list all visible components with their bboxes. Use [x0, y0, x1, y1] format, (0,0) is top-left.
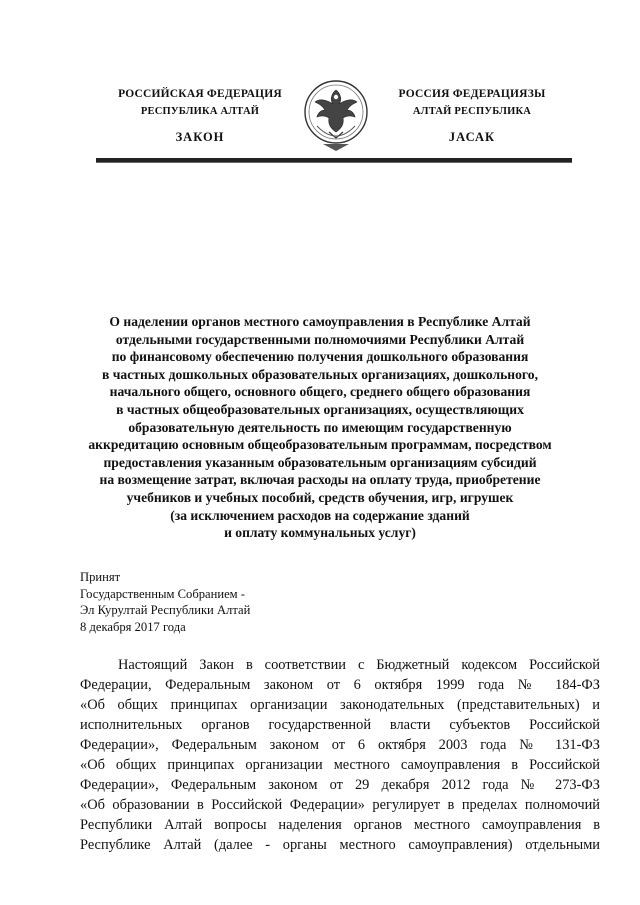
adoption-block	[80, 569, 250, 635]
header-right-republic: АЛТАЙ РЕСПУБЛИКА	[412, 106, 532, 117]
title-line: аккредитацию основным общеобразовательным программам, посредством	[88, 437, 552, 453]
document-header	[0, 0, 640, 170]
title-line: учебников и учебных пособий, средств обучения, игр, игрушек	[126, 489, 514, 505]
title-line: в частных общеобразовательных организациях, осуществляющих	[116, 401, 524, 417]
title-line: О наделении органов местного самоуправления в Республике Алтай	[109, 314, 531, 329]
title-line: образовательную деятельность по имеющим государственную	[128, 419, 512, 435]
body-line: Настоящий Закон в соответствии с Бюджетный кодексом Российской	[118, 657, 600, 673]
altai-republic-coat-of-arms-icon	[303, 76, 369, 152]
title-line: начального общего, основного общего, среднего общего образования	[109, 384, 531, 400]
law-title	[60, 313, 580, 542]
adopted-date: 8 декабря 2017 года	[80, 619, 186, 634]
title-line: по финансовому обеспечению получения дошкольного образования	[111, 349, 529, 365]
body-line: Республики Алтай вопросы наделения органов местного самоуправления в	[80, 817, 600, 833]
title-line: и оплату коммунальных услуг)	[224, 525, 416, 541]
body-line: «Об общих принципах организации местного самоуправления в Российской	[80, 757, 600, 773]
body-line: Республике Алтай (далее - органы местного самоуправления) отдельными	[80, 837, 600, 853]
title-line: (за исключением расходов на содержание зданий	[170, 507, 470, 523]
header-left-doc-type: ЗАКОН	[175, 130, 225, 144]
body-line: «Об общих принципах организации законодательных (представительных) и	[80, 697, 600, 713]
title-line: предоставления указанным образовательным организациям субсидий	[103, 454, 537, 470]
body-line: исполнительных органов государственной власти субъектов Российской	[80, 717, 600, 733]
header-divider	[96, 158, 572, 163]
header-left-republic: РЕСПУБЛИКА АЛТАЙ	[140, 106, 260, 117]
body-line: Федерации», Федеральным законом от 29 декабря 2012 года № 273-ФЗ	[80, 777, 600, 793]
body-line: Федерации», Федеральным законом от 6 октября 2003 года № 131-ФЗ	[80, 737, 600, 753]
adopted-body: Эл Курултай Республики Алтай	[80, 603, 251, 617]
header-right-country: РОССИЯ ФЕДЕРАЦИЯЗЫ	[398, 88, 546, 100]
law-preamble	[80, 655, 600, 855]
body-line: Федерации, Федеральным законом от 6 октября 1999 года № 184-ФЗ	[80, 677, 600, 693]
header-left-country: РОССИЙСКАЯ ФЕДЕРАЦИЯ	[118, 88, 282, 100]
body-line: «Об образовании в Российской Федерации» регулирует в пределах полномочий	[80, 797, 600, 813]
title-line: в частных дошкольных образовательных организациях, дошкольного,	[102, 366, 538, 382]
adopted-by: Государственным Собранием -	[80, 586, 245, 601]
title-line: на возмещение затрат, включая расходы на оплату труда, приобретение	[99, 472, 541, 488]
title-line: отдельными государственными полномочиями Республики Алтай	[115, 331, 525, 347]
adopted-label: Принят	[80, 570, 121, 584]
header-right-doc-type: JАСАК	[448, 130, 496, 144]
